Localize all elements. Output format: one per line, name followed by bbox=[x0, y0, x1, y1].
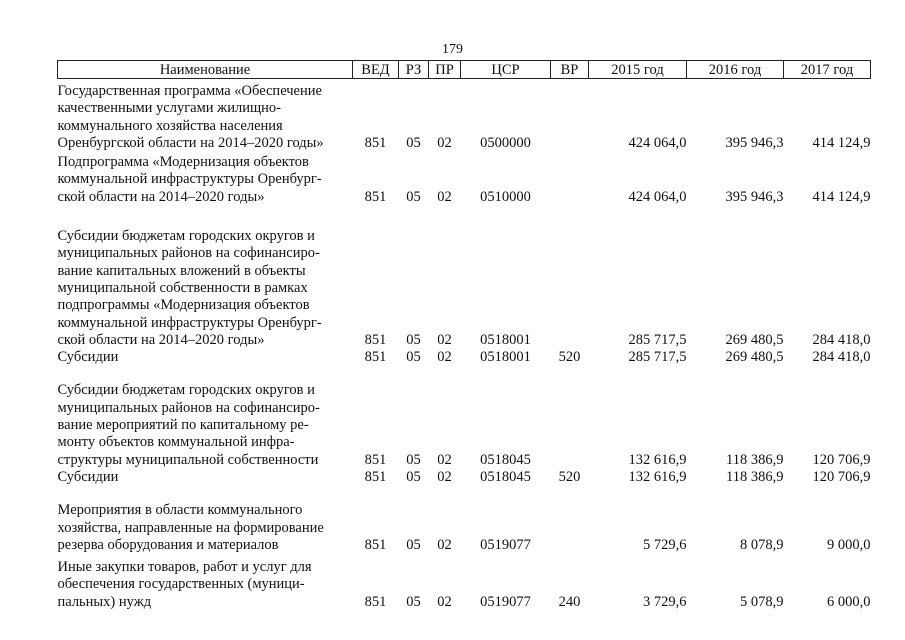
col-header-ved: ВЕД bbox=[353, 61, 399, 79]
table-header-row bbox=[58, 61, 871, 79]
row-ved: 851 bbox=[364, 536, 387, 553]
col-header-csr: ЦСР bbox=[461, 61, 551, 79]
row-name-line: подпрограммы «Модернизация объектов bbox=[57, 297, 310, 314]
row-amount-2017: 284 418,0 bbox=[812, 349, 871, 366]
row-name-line: структуры муниципальной собственности bbox=[57, 451, 319, 468]
row-amount-2015: 132 616,9 bbox=[628, 468, 687, 485]
row-name bbox=[58, 349, 353, 366]
row-name-line: муниципальных районов на софинансиро- bbox=[57, 245, 320, 262]
row-rz: 05 bbox=[406, 331, 421, 348]
row-pr: 02 bbox=[437, 349, 452, 366]
table-body bbox=[58, 79, 871, 612]
row-pr: 02 bbox=[437, 331, 452, 348]
row-vr: 520 bbox=[558, 349, 581, 366]
row-rz: 05 bbox=[406, 134, 421, 151]
row-name-line: коммунальной инфраструктуры Оренбург- bbox=[57, 314, 322, 331]
row-amount-2016: 269 480,5 bbox=[725, 349, 784, 366]
row-name-line: качественными услугами жилищно- bbox=[57, 100, 281, 117]
row-name-line: муниципальной собственности в рамках bbox=[57, 279, 308, 296]
row-name-line: Подпрограмма «Модернизация объектов bbox=[57, 154, 309, 171]
row-csr: 0518045 bbox=[480, 451, 531, 468]
row-amount-2016: 395 946,3 bbox=[725, 134, 784, 151]
row-ved: 851 bbox=[364, 188, 387, 205]
row-name-line: Субсидии bbox=[57, 468, 119, 485]
row-amount-2015: 424 064,0 bbox=[628, 188, 687, 205]
row-rz: 05 bbox=[406, 536, 421, 553]
table-row bbox=[58, 79, 871, 153]
table-row bbox=[58, 366, 871, 468]
row-ved: 851 bbox=[364, 468, 387, 485]
col-header-vr: ВР bbox=[551, 61, 589, 79]
row-ved: 851 bbox=[364, 451, 387, 468]
row-name-line: Субсидии bbox=[57, 349, 119, 366]
row-vr bbox=[551, 206, 589, 349]
col-header-pr: ПР bbox=[429, 61, 461, 79]
row-csr: 0519077 bbox=[480, 536, 531, 553]
row-vr: 240 bbox=[558, 593, 581, 610]
row-pr: 02 bbox=[437, 451, 452, 468]
row-csr: 0518001 bbox=[480, 331, 531, 348]
row-ved: 851 bbox=[364, 349, 387, 366]
row-name-line: коммунального хозяйства населения bbox=[57, 117, 283, 134]
row-amount-2016: 395 946,3 bbox=[725, 188, 784, 205]
row-name bbox=[58, 206, 353, 349]
row-ved: 851 bbox=[364, 593, 387, 610]
row-amount-2017: 120 706,9 bbox=[812, 468, 871, 485]
budget-table bbox=[57, 60, 871, 611]
row-name-line: Государственная программа «Обеспечение bbox=[57, 83, 322, 99]
row-rz: 05 bbox=[406, 468, 421, 485]
row-ved: 851 bbox=[364, 331, 387, 348]
row-pr: 02 bbox=[437, 134, 452, 151]
row-name bbox=[58, 79, 353, 153]
table-row bbox=[58, 486, 871, 554]
row-amount-2017: 120 706,9 bbox=[812, 451, 871, 468]
row-amount-2017: 414 124,9 bbox=[812, 134, 871, 151]
row-name-line: Субсидии бюджетам городских округов и bbox=[57, 228, 315, 245]
row-pr: 02 bbox=[437, 188, 452, 205]
row-name bbox=[58, 366, 353, 468]
table-row bbox=[58, 469, 871, 486]
col-header-2016: 2016 год bbox=[687, 61, 784, 79]
row-amount-2016: 118 386,9 bbox=[726, 468, 784, 485]
row-name-line: ской области на 2014–2020 годы» bbox=[57, 188, 265, 205]
row-csr: 0518001 bbox=[480, 349, 531, 366]
row-amount-2015: 285 717,5 bbox=[628, 331, 687, 348]
row-pr: 02 bbox=[437, 593, 452, 610]
col-header-name: Наименование bbox=[58, 61, 353, 79]
row-name bbox=[58, 152, 353, 206]
row-amount-2015: 3 729,6 bbox=[643, 593, 687, 610]
row-name-line: Оренбургской области на 2014–2020 годы» bbox=[57, 134, 324, 151]
row-pr: 02 bbox=[437, 536, 452, 553]
row-vr bbox=[551, 79, 589, 153]
row-csr: 0519077 bbox=[480, 593, 531, 610]
col-header-2017: 2017 год bbox=[784, 61, 871, 79]
row-name-line: вание мероприятий по капитальному ре- bbox=[57, 417, 309, 434]
row-amount-2017: 6 000,0 bbox=[827, 593, 871, 610]
row-csr: 0500000 bbox=[480, 134, 531, 151]
row-amount-2016: 5 078,9 bbox=[740, 593, 784, 610]
row-name-line: вание капитальных вложений в объекты bbox=[57, 262, 306, 279]
row-name-line: хозяйства, направленные на формирование bbox=[57, 519, 324, 536]
row-amount-2015: 5 729,6 bbox=[643, 536, 687, 553]
row-name bbox=[58, 486, 353, 554]
row-rz: 05 bbox=[406, 188, 421, 205]
row-vr: 520 bbox=[558, 468, 581, 485]
row-name-line: коммунальной инфраструктуры Оренбург- bbox=[57, 171, 322, 188]
row-amount-2017: 9 000,0 bbox=[827, 536, 871, 553]
col-header-2015: 2015 год bbox=[589, 61, 687, 79]
table-row bbox=[58, 152, 871, 206]
page-number: 179 bbox=[442, 42, 463, 57]
row-name-line: Субсидии бюджетам городских округов и bbox=[57, 382, 315, 399]
row-name-line: резерва оборудования и материалов bbox=[57, 536, 279, 553]
row-name-line: муниципальных районов на софинансиро- bbox=[57, 399, 320, 416]
row-amount-2015: 285 717,5 bbox=[628, 349, 687, 366]
row-name-line: пальных) нужд bbox=[57, 593, 152, 610]
row-amount-2016: 118 386,9 bbox=[726, 451, 784, 468]
row-rz: 05 bbox=[406, 451, 421, 468]
row-pr: 02 bbox=[437, 468, 452, 485]
row-amount-2015: 424 064,0 bbox=[628, 134, 687, 151]
row-name-line: монту объектов коммунальной инфра- bbox=[57, 434, 295, 451]
row-vr bbox=[551, 366, 589, 468]
row-amount-2015: 132 616,9 bbox=[628, 451, 687, 468]
row-name-line: ской области на 2014–2020 годы» bbox=[57, 331, 265, 348]
row-amount-2016: 8 078,9 bbox=[740, 536, 784, 553]
row-csr: 0518045 bbox=[480, 468, 531, 485]
table-row bbox=[58, 554, 871, 611]
row-vr bbox=[551, 486, 589, 554]
table-row bbox=[58, 349, 871, 366]
row-name-line: обеспечения государственных (муници- bbox=[57, 576, 305, 593]
row-rz: 05 bbox=[406, 593, 421, 610]
row-rz: 05 bbox=[406, 349, 421, 366]
row-vr bbox=[551, 152, 589, 206]
table-row bbox=[58, 206, 871, 349]
row-amount-2017: 284 418,0 bbox=[812, 331, 871, 348]
row-name bbox=[58, 554, 353, 611]
col-header-rz: РЗ bbox=[399, 61, 429, 79]
row-name-line: Иные закупки товаров, работ и услуг для bbox=[57, 559, 312, 576]
row-name-line: Мероприятия в области коммунального bbox=[57, 502, 303, 519]
row-ved: 851 bbox=[364, 134, 387, 151]
row-name bbox=[58, 469, 353, 486]
row-amount-2017: 414 124,9 bbox=[812, 188, 871, 205]
row-amount-2016: 269 480,5 bbox=[725, 331, 784, 348]
row-csr: 0510000 bbox=[480, 188, 531, 205]
